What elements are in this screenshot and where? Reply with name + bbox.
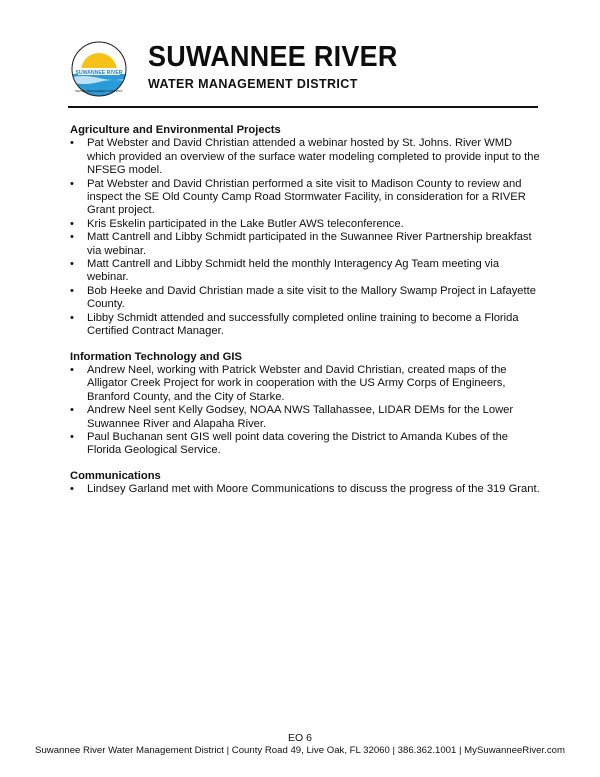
bullet-list — [70, 137, 540, 338]
list-item: • Kris Eskelin participated in the Lake Butler AWS teleconference. — [70, 218, 540, 231]
section-heading: Communications — [70, 469, 161, 482]
section-agriculture — [70, 124, 540, 339]
bullet-list — [70, 483, 540, 496]
section-heading: Agriculture and Environmental Projects — [70, 124, 281, 136]
list-item: • Matt Cantrell and Libby Schmidt participated in the Suwannee River Partnership breakfast via webinar. — [70, 231, 540, 258]
logo-wordmark: SUWANNEE RIVER — [75, 70, 123, 76]
section-it-gis — [70, 351, 540, 458]
logo-subtext: WATER MANAGEMENT DISTRICT — [75, 89, 123, 93]
page-number: EO 6 — [288, 732, 312, 744]
org-title: SUWANNEE RIVER — [148, 41, 398, 73]
list-item: • Andrew Neel, working with Patrick Webster and David Christian, created maps of the Alligator Creek Project for work in cooperation with the US Army Corps of Engineers, Branford County, and the City of Starke. — [70, 364, 540, 404]
list-item: • Andrew Neel sent Kelly Godsey, NOAA NWS Tallahassee, LIDAR DEMs for the Lower Suwannee River and Alapaha River. — [70, 404, 540, 431]
list-item: • Pat Webster and David Christian performed a site visit to Madison County to review and inspect the SE Old County Camp Road Stormwater Facility, in consideration for a RIVER Grant project. — [70, 178, 540, 218]
list-item: • Lindsey Garland met with Moore Communications to discuss the progress of the 319 Grant. — [70, 483, 540, 496]
list-item: • Libby Schmidt attended and successfully completed online training to become a Florida Certified Contract Manager. — [70, 312, 540, 339]
header-divider — [68, 106, 538, 108]
section-communications — [70, 470, 540, 497]
section-heading: Information Technology and GIS — [70, 350, 242, 363]
letterhead — [68, 38, 538, 102]
org-subtitle: WATER MANAGEMENT DISTRICT — [148, 77, 358, 91]
list-item: • Paul Buchanan sent GIS well point data covering the District to Amanda Kubes of the Florida Geological Service. — [70, 431, 540, 458]
bullet-list — [70, 364, 540, 458]
brand-block — [148, 42, 416, 92]
district-logo — [68, 38, 130, 100]
list-item: • Matt Cantrell and Libby Schmidt held the monthly Interagency Ag Team meeting via webinar. — [70, 258, 540, 285]
footer-contact: Suwannee River Water Management District | County Road 49, Live Oak, FL 32060 | 386.362.1001 | MySuwanneeRiver.com — [35, 745, 565, 756]
report-body — [70, 124, 540, 509]
list-item: • Pat Webster and David Christian attended a webinar hosted by St. Johns. River WMD which provided an overview of the surface water modeling completed to provide input to the NFSEG model. — [70, 137, 540, 177]
list-item: • Bob Heeke and David Christian made a site visit to the Mallory Swamp Project in Lafayette County. — [70, 285, 540, 312]
